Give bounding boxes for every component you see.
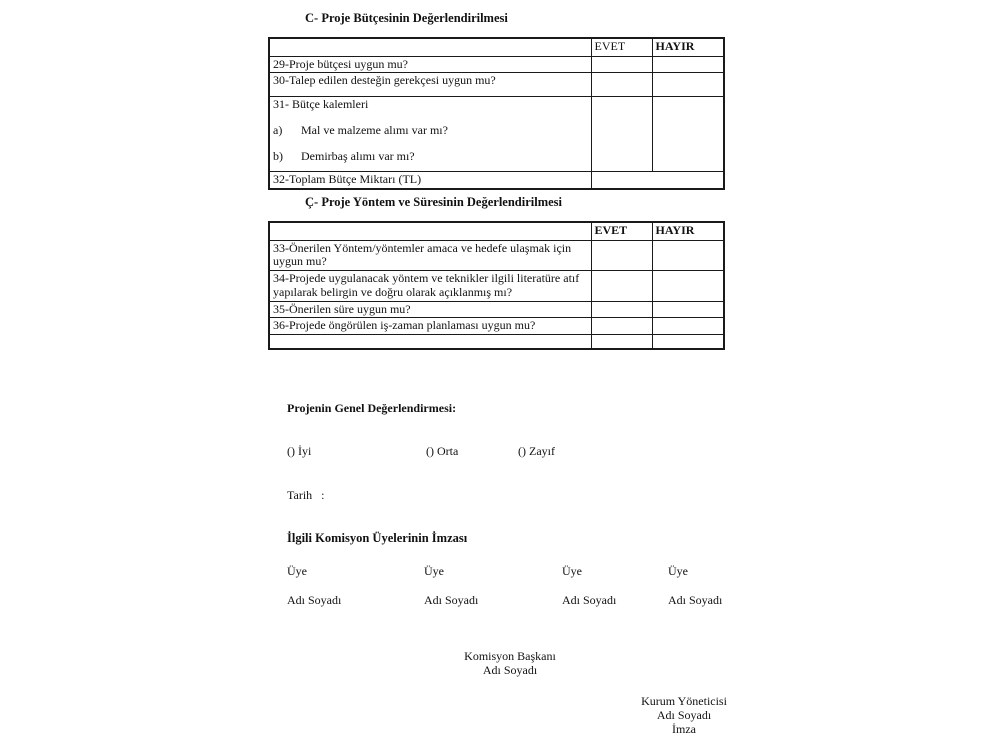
chairman-title: Komisyon Başkanı — [464, 649, 556, 663]
question-31 — [269, 97, 591, 172]
answer-cell-evet-30[interactable] — [591, 73, 652, 97]
option-zayif[interactable]: () Zayıf — [518, 444, 555, 458]
header-evet: EVET — [591, 38, 652, 56]
member-2-name-label: Adı Soyadı — [424, 593, 479, 607]
answer-cell-32-merged[interactable] — [591, 172, 724, 189]
answer-cell-hayir-34[interactable] — [652, 271, 724, 302]
date-field-label[interactable]: Tarih : — [287, 488, 325, 502]
section-cedilla-table — [268, 221, 725, 350]
institution-manager-signature-label: İmza — [672, 722, 696, 736]
member-4-name-label: Adı Soyadı — [668, 593, 723, 607]
answer-cell-hayir-33[interactable] — [652, 240, 724, 271]
institution-manager-title: Kurum Yöneticisi — [641, 694, 727, 708]
general-evaluation-title: Projenin Genel Değerlendirmesi: — [287, 401, 457, 415]
question-30: 30-Talep edilen desteğin gerekçesi uygun mu? — [269, 73, 591, 97]
member-1-name-label: Adı Soyadı — [287, 593, 342, 607]
question-36: 36-Projede öngörülen iş-zaman planlaması uygun mu? — [269, 318, 591, 335]
answer-cell-hayir-31[interactable] — [652, 97, 724, 172]
table-row — [269, 38, 724, 56]
answer-cell-evet-31[interactable] — [591, 97, 652, 172]
question-29: 29-Proje bütçesi uygun mu? — [269, 56, 591, 73]
section-cedilla-title: Ç- Proje Yöntem ve Süresinin Değerlendirilmesi — [305, 195, 563, 209]
member-4-role: Üye — [668, 564, 688, 578]
table-row — [269, 271, 724, 302]
chairman-name-label: Adı Soyadı — [482, 663, 538, 677]
table-row — [269, 301, 724, 318]
answer-cell-hayir-36[interactable] — [652, 318, 724, 335]
header-evet: EVET — [591, 222, 652, 240]
item-a-marker: a) — [273, 123, 283, 138]
option-orta[interactable]: () Orta — [426, 444, 459, 458]
table-row — [269, 240, 724, 271]
item-b-text: Demirbaş alımı var mı? — [301, 148, 415, 163]
question-31-item-a — [273, 124, 589, 138]
member-2-role: Üye — [424, 564, 444, 578]
institution-manager-block — [608, 694, 760, 736]
table-row — [269, 172, 724, 189]
header-blank-cell — [269, 222, 591, 240]
member-3-role: Üye — [562, 564, 582, 578]
option-iyi[interactable]: () İyi — [287, 444, 312, 458]
table-row — [269, 222, 724, 240]
answer-cell-evet-36[interactable] — [591, 318, 652, 335]
member-1-role: Üye — [287, 564, 307, 578]
header-blank-cell — [269, 38, 591, 56]
table-row — [269, 73, 724, 97]
answer-cell-evet-33[interactable] — [591, 240, 652, 271]
header-hayir: HAYIR — [652, 222, 724, 240]
answer-cell-evet-empty[interactable] — [591, 335, 652, 349]
answer-cell-hayir-29[interactable] — [652, 56, 724, 73]
item-b-marker: b) — [273, 148, 283, 163]
answer-cell-evet-29[interactable] — [591, 56, 652, 73]
answer-cell-evet-35[interactable] — [591, 301, 652, 318]
answer-cell-hayir-35[interactable] — [652, 301, 724, 318]
question-34: 34-Projede uygulanacak yöntem ve teknikler ilgili literatüre atıf yapılarak belirgin ve doğru olarak açıklanmış mı? — [269, 271, 591, 302]
section-c-table — [268, 37, 725, 190]
table-row — [269, 318, 724, 335]
answer-cell-evet-34[interactable] — [591, 271, 652, 302]
section-c-title: C- Proje Bütçesinin Değerlendirilmesi — [305, 11, 508, 25]
table-row — [269, 97, 724, 172]
header-hayir: HAYIR — [652, 38, 724, 56]
member-3-name-label: Adı Soyadı — [562, 593, 617, 607]
question-32: 32-Toplam Bütçe Miktarı (TL) — [269, 172, 591, 189]
question-35: 35-Önerilen süre uygun mu? — [269, 301, 591, 318]
table-row — [269, 56, 724, 73]
table-row — [269, 335, 724, 349]
question-31-item-b — [273, 150, 589, 164]
answer-cell-hayir-empty[interactable] — [652, 335, 724, 349]
empty-question-cell — [269, 335, 591, 349]
institution-manager-name-label: Adı Soyadı — [656, 708, 712, 722]
signatures-title: İlgili Komisyon Üyelerinin İmzası — [287, 531, 468, 545]
answer-cell-hayir-30[interactable] — [652, 73, 724, 97]
question-33: 33-Önerilen Yöntem/yöntemler amaca ve hedefe ulaşmak için uygun mu? — [269, 240, 591, 271]
item-a-text: Mal ve malzeme alımı var mı? — [301, 123, 448, 138]
chairman-block — [430, 649, 590, 677]
question-31-title: 31- Bütçe kalemleri — [273, 97, 369, 112]
